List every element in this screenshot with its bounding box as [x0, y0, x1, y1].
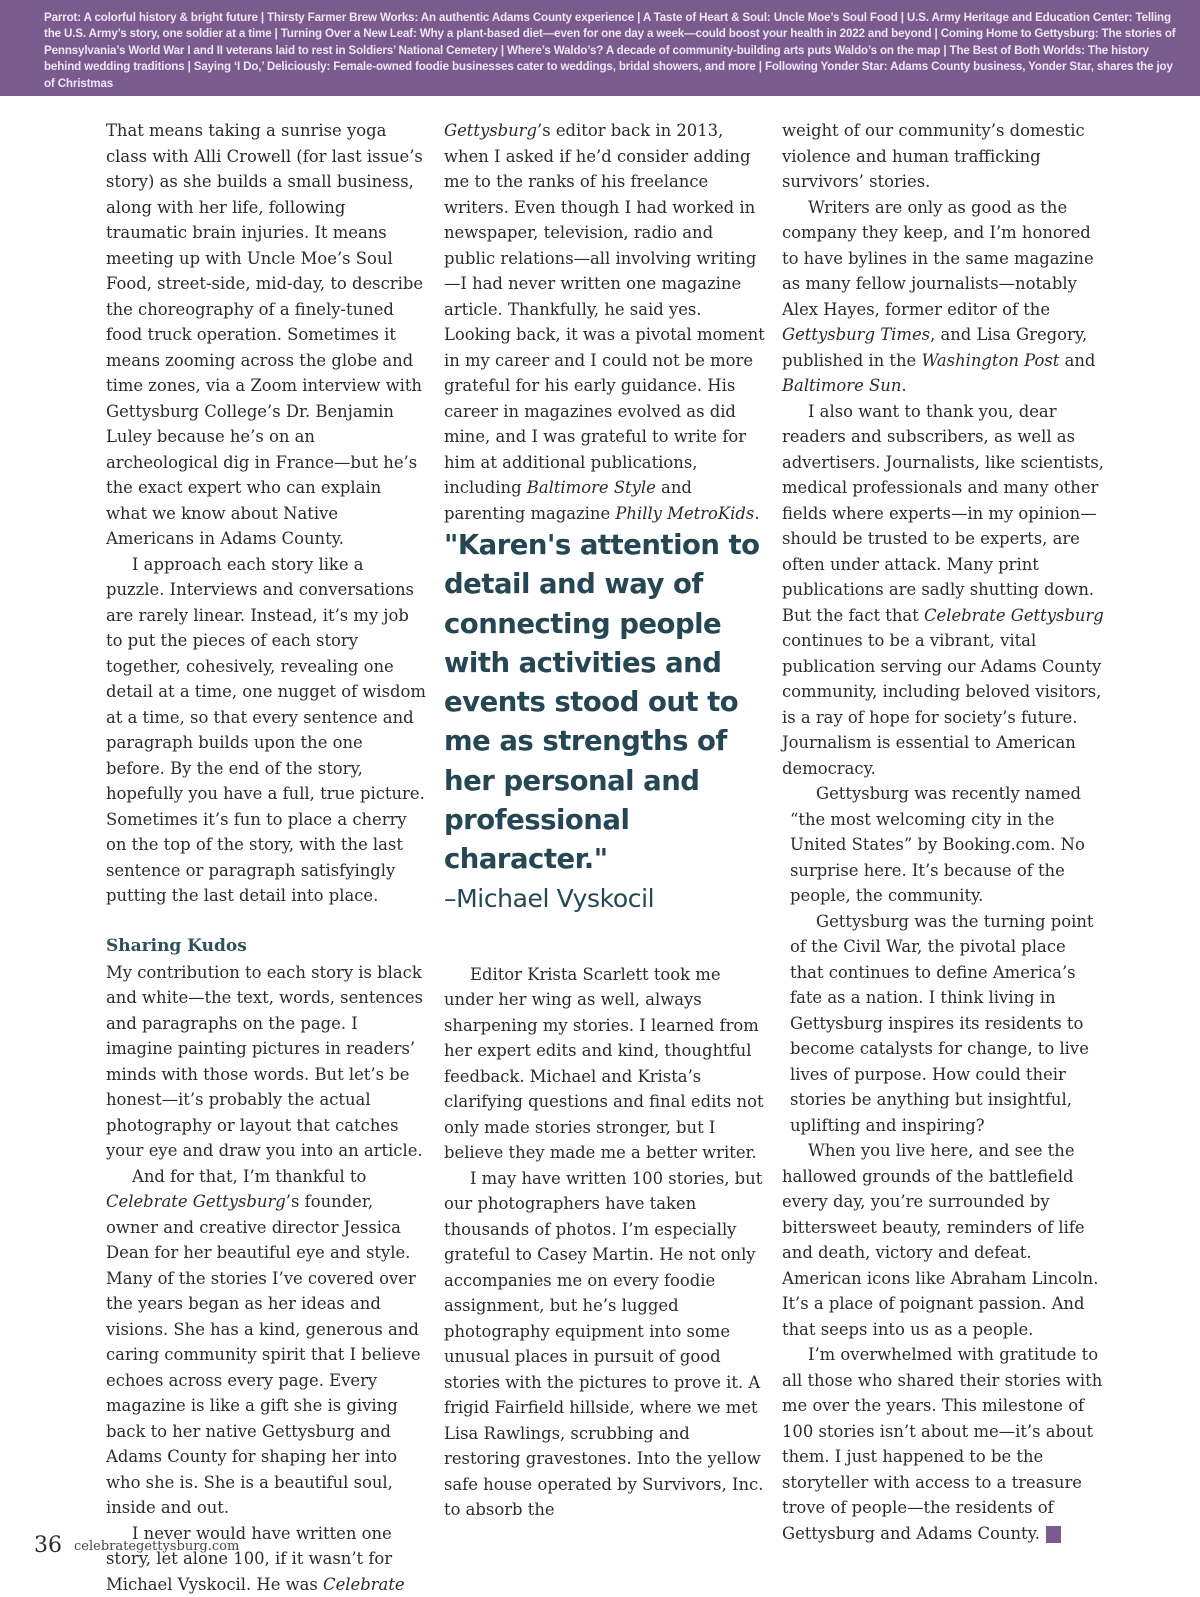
paragraph: Gettysburg was recently named “the most welcoming city in the United States” by Booking.com. No surprise here. It’s because of the people, the community. — [782, 781, 1104, 909]
publication-title: Baltimore Sun — [782, 376, 901, 395]
magazine-title: Celebrate Gettysburg — [106, 1192, 286, 1211]
paragraph: weight of our community’s domestic violence and human trafficking survivors’ stories. — [782, 118, 1104, 195]
magazine-title: Celebrate — [323, 1575, 405, 1594]
publication-title: Baltimore Style — [527, 478, 656, 497]
paragraph: I may have written 100 stories, but our photographers have taken thousands of photos. I’m especially grateful to Casey Martin. He not only accompanies me on every foodie assignment, but he’s lugged photography equipment into some unusual places in pursuit of good stories with the pictures to prove it. A frigid Fairfield hillside, where we met Lisa Rawlings, scrubbing and restoring gravestones. Into the yellow safe house operated by Survivors, Inc. to absorb the — [444, 1166, 766, 1523]
publication-title: Philly MetroKids — [615, 504, 754, 523]
publication-title: Washington Post — [921, 351, 1059, 370]
end-mark-icon: G — [1046, 1526, 1061, 1543]
paragraph: That means taking a sunrise yoga class with Alli Crowell (for last issue’s story) as she builds a small business, along with her life, following traumatic brain injuries. It means meeting up with Uncle Moe’s Soul Food, street-side, mid-day, to describe the choreography of a finely-tuned food truck operation. Sometimes it means zooming across the globe and time zones, via a Zoom interview with Gettysburg College’s Dr. Benjamin Luley because he’s on an archeological dig in France—but he’s the exact expert who can explain what we know about Native Americans in Adams County. — [106, 118, 426, 552]
paragraph: Gettysburg was the turning point of the Civil War, the pivotal place that continues to define America’s fate as a nation. I think living in Gettysburg inspires its residents to become catalysts for change, to live lives of purpose. How could their stories be anything but insightful, uplifting and inspiring? — [782, 909, 1104, 1139]
paragraph: I also want to thank you, dear readers and subscribers, as well as advertisers. Journalists, like scientists, medical professionals and many other fields where experts—in my opinion—should be trusted to be experts, are often under attack. Many print publications are sadly shutting down. But the fact that Celebrate Gettysburg continues to be a vibrant, vital publication serving our Adams County community, including beloved visitors, is a ray of hope for society’s future. Journalism is essential to American democracy. — [782, 399, 1104, 782]
paragraph: When you live here, and see the hallowed grounds of the battlefield every day, you’re surrounded by bittersweet beauty, reminders of life and death, victory and defeat. American icons like Abraham Lincoln. It’s a place of poignant passion. And that seeps into us as a people. — [782, 1138, 1104, 1342]
pull-quote-attribution: –Michael Vyskocil — [444, 880, 766, 918]
paragraph: I never would have written one story, let alone 100, if it wasn’t for Michael Vyskocil. He was Celebrate — [106, 1521, 426, 1597]
paragraph: Editor Krista Scarlett took me under her wing as well, always sharpening my stories. I learned from her expert edits and kind, thoughtful feedback. Michael and Krista’s clarifying questions and final edits not only made stories stronger, but I believe they made me a better writer. — [444, 962, 766, 1166]
site-url: celebrategettysburg.com — [74, 1539, 239, 1554]
paragraph: Gettysburg’s editor back in 2013, when I asked if he’d consider adding me to the ranks of his freelance writers. Even though I had worked in newspaper, television, radio and public relations—all involving writing—I had never written one magazine article. Thankfully, he said yes. Looking back, it was a pivotal moment in my career and I could not be more grateful for his early guidance. His career in magazines evolved as did mine, and I was grateful to write for him at additional publications, including Baltimore Style and parenting magazine Philly MetroKids. — [444, 118, 766, 526]
column-3 — [782, 118, 1104, 1546]
page-footer — [34, 1533, 239, 1558]
magazine-title: Gettysburg — [444, 121, 537, 140]
paragraph: I approach each story like a puzzle. Interviews and conversations are rarely linear. Instead, it’s my job to put the pieces of each story together, cohesively, revealing one detail at a time, one nugget of wisdom at a time, so that every sentence and paragraph builds upon the one before. By the end of the story, hopefully you have a full, true picture. Sometimes it’s fun to place a cherry on the top of the story, with the last sentence or paragraph satisfyingly putting the last detail into place. — [106, 552, 426, 909]
column-2 — [444, 118, 766, 1523]
column-1 — [106, 118, 426, 1597]
pull-quote: "Karen's attention to detail and way of connecting people with activities and events stood out to me as strengths of her personal and professional character." — [444, 526, 766, 880]
paragraph: Writers are only as good as the company they keep, and I’m honored to have bylines in the same magazine as many fellow journalists—notably Alex Hayes, former editor of the Gettysburg Times, and Lisa Gregory, published in the Washington Post and Baltimore Sun. — [782, 195, 1104, 399]
magazine-title: Celebrate Gettysburg — [924, 606, 1104, 625]
page-number: 36 — [34, 1533, 62, 1558]
banner-text: Parrot: A colorful history & bright future | Thirsty Farmer Brew Works: An authentic Adams County experience | A Taste of Heart & Soul: Uncle Moe’s Soul Food | U.S. Army Heritage and Education Center: Telling the U.S. Army’s story, one soldier at a time | Turning Over a New Leaf: Why a plant-based diet—even for one day a week—could boost your health in 2022 and beyond | Coming Home to Gettysburg: The stories of Pennsylvania’s World War I and II veterans laid to rest in Soldiers’ National Cemetery | Where’s Waldo’s? A decade of community-building arts puts Waldo’s on the map | The Best of Both Worlds: The history behind wedding traditions | Saying ‘I Do,’ Deliciously: Female-owned foodie businesses cater to weddings, bridal showers, and more | Following Yonder Star: Adams County business, Yonder Star, shares the joy of Christmas — [0, 0, 1200, 92]
section-subhead: Sharing Kudos — [106, 934, 426, 960]
paragraph: I’m overwhelmed with gratitude to all those who shared their stories with me over the years. This milestone of 100 stories isn’t about me—it’s about them. I just happened to be the storyteller with access to a treasure trove of people—the residents of Gettysburg and Adams County. G — [782, 1342, 1104, 1546]
paragraph: And for that, I’m thankful to Celebrate Gettysburg’s founder, owner and creative director Jessica Dean for her beautiful eye and style. Many of the stories I’ve covered over the years began as her ideas and visions. She has a kind, generous and caring community spirit that I believe echoes across every page. Every magazine is like a gift she is giving back to her native Gettysburg and Adams County for shaping her into who she is. She is a beautiful soul, inside and out. — [106, 1164, 426, 1521]
publication-title: Gettysburg Times — [782, 325, 930, 344]
issue-contents-banner — [0, 0, 1200, 96]
paragraph: My contribution to each story is black and white—the text, words, sentences and paragraphs on the page. I imagine painting pictures in readers’ minds with those words. But let’s be honest—it’s probably the actual photography or layout that catches your eye and draw you into an article. — [106, 960, 426, 1164]
